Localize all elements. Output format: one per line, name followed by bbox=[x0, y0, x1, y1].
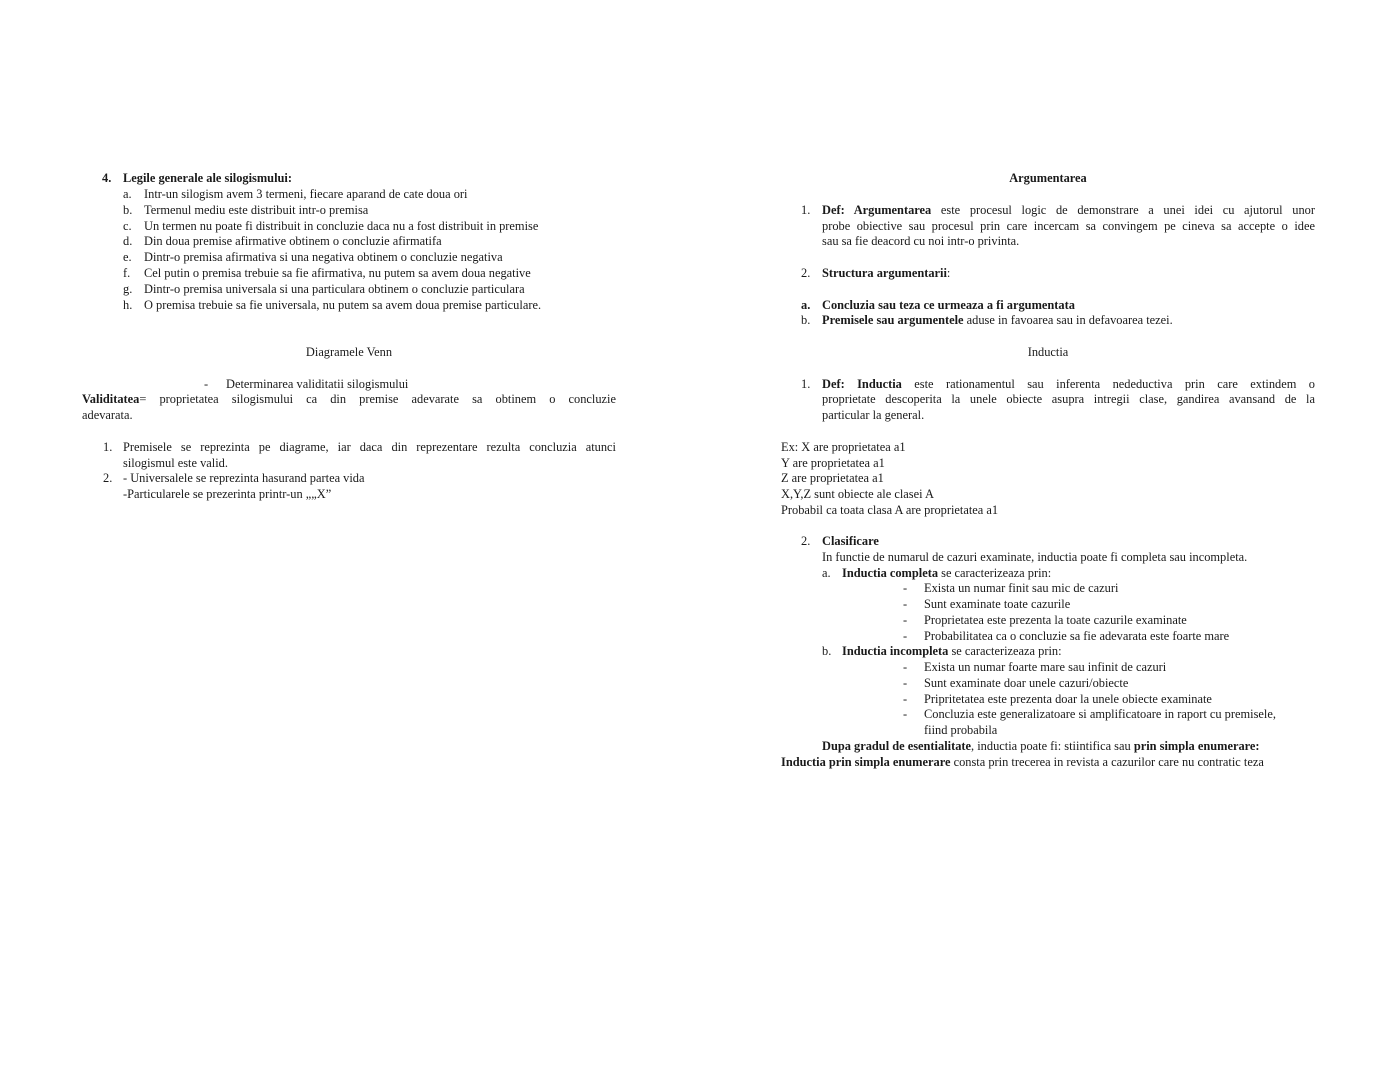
classification-intro: In functie de numarul de cazuri examinate, inductia poate fi completa sau incompleta. bbox=[822, 550, 1248, 564]
def-number: 1. bbox=[801, 203, 811, 217]
induction-def-number: 1. bbox=[801, 377, 811, 391]
argumentation-definition-cont: probe obiective sau procesul prin care incercam sa convingem pe cineva sa accepte o idee bbox=[822, 219, 1315, 233]
classification-number: 2. bbox=[801, 534, 811, 548]
venn-subtitle: - Determinarea validitatii silogismului bbox=[204, 377, 409, 391]
example-line: Y are proprietatea a1 bbox=[781, 456, 885, 470]
example-line: Z are proprietatea a1 bbox=[781, 471, 884, 485]
validity-definition: Validitatea= proprietatea silogismului ca din premise adevarate sa obtinem o concluzie bbox=[82, 392, 616, 406]
argumentation-heading: Argumentarea bbox=[1009, 171, 1087, 185]
induction-definition: Def: Inductia este rationamentul sau inferenta nedeductiva prin care extindem o bbox=[822, 377, 1315, 391]
venn-step-2-cont: -Particularele se prezerinta printr-un „„X” bbox=[123, 487, 332, 501]
enumeration-line: Inductia prin simpla enumerare consta prin trecerea in revista a cazurilor care nu contratic teza bbox=[781, 755, 1264, 769]
venn-step-1: Premisele se reprezinta pe diagrame, iar daca din reprezentare rezulta concluzia atunci bbox=[123, 440, 616, 454]
essentiality-line: Dupa gradul de esentialitate, inductia poate fi: stiintifica sau prin simpla enumerare: bbox=[822, 739, 1260, 753]
argumentation-definition: Def: Argumentarea este procesul logic de demonstrare a unei idei cu ajutorul unor bbox=[822, 203, 1315, 217]
induction-heading: Inductia bbox=[1027, 345, 1069, 359]
induction-definition-cont: proprietate descoperita la unele obiecte asupra intregii clase, gandirea avansand de la bbox=[822, 392, 1315, 406]
venn-step-number: 2. bbox=[103, 471, 113, 485]
venn-step-number: 1. bbox=[103, 440, 113, 454]
example-line: Ex: X are proprietatea a1 bbox=[781, 440, 906, 454]
laws-heading: 4. Legile generale ale silogismului: bbox=[102, 171, 292, 185]
venn-step-2: - Universalele se reprezinta hasurand partea vida bbox=[123, 471, 365, 485]
venn-step-1-cont: silogismul este valid. bbox=[123, 456, 228, 470]
structure-number: 2. bbox=[801, 266, 811, 280]
classification-heading: Clasificare bbox=[822, 534, 879, 548]
structure-heading: Structura argumentarii: bbox=[822, 266, 951, 280]
example-line: Probabil ca toata clasa A are proprietatea a1 bbox=[781, 503, 999, 517]
induction-definition-cont: particular la general. bbox=[822, 408, 925, 422]
example-line: X,Y,Z sunt obiecte ale clasei A bbox=[781, 487, 934, 501]
venn-heading: Diagramele Venn bbox=[305, 345, 393, 359]
validity-definition-cont: adevarata. bbox=[82, 408, 133, 422]
list-item-cont: fiind probabila bbox=[924, 723, 998, 737]
argumentation-definition-cont: sau sa fie deacord cu noi intr-o privinta. bbox=[822, 234, 1020, 248]
